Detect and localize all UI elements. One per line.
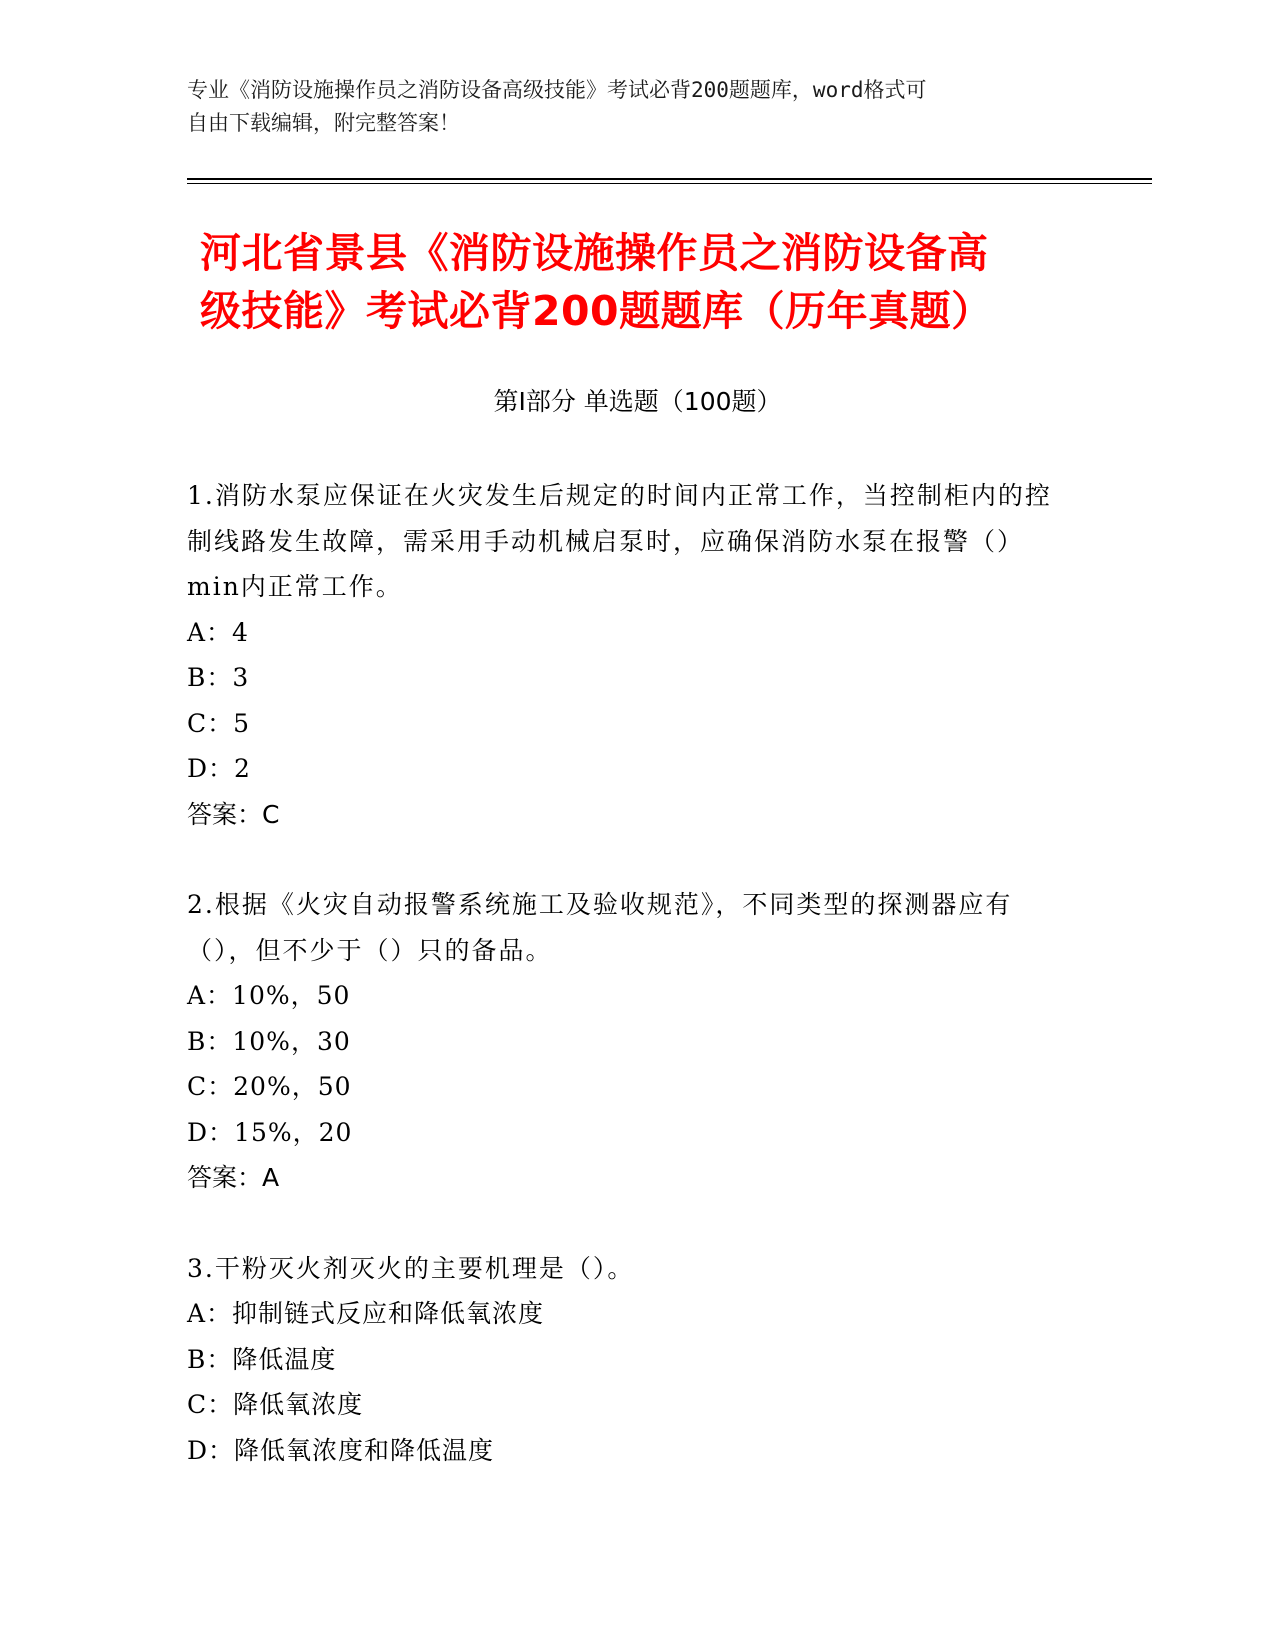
answer: 答案：A <box>187 1163 280 1192</box>
option-b: B：降低温度 <box>187 1344 337 1374</box>
option-d: D：15%，20 <box>187 1117 353 1147</box>
header-divider-thick <box>187 178 1152 180</box>
document-title-line-2: 级技能》考试必背200题题库（历年真题） <box>200 287 993 335</box>
header-note-line-1: 专业《消防设施操作员之消防设备高级技能》考试必背200题题库，word格式可 <box>187 78 927 102</box>
header-note <box>187 74 1067 140</box>
header-note-line-2: 自由下载编辑，附完整答案！ <box>187 111 460 135</box>
question-stem: 1.消防水泵应保证在火灾发生后规定的时间内正常工作，当控制柜内的控制线路发生故障，需采用手动机械启泵时，应确保消防水泵在报警（）min内正常工作。 <box>187 481 1052 601</box>
option-c: C：降低氧浓度 <box>187 1390 364 1419</box>
question-3 <box>187 1246 1067 1474</box>
question-stem: 3.干粉灭火剂灭火的主要机理是（）。 <box>187 1253 635 1283</box>
header-divider-thin <box>187 183 1152 184</box>
question-2 <box>187 882 1067 1201</box>
option-c: C：5 <box>187 708 251 738</box>
question-1 <box>187 473 1067 837</box>
question-stem: 2.根据《火灾自动报警系统施工及验收规范》，不同类型的探测器应有（），但不少于（）只的备品。 <box>187 890 1013 965</box>
option-a: A：抑制链式反应和降低氧浓度 <box>187 1299 545 1328</box>
section-title: 第Ⅰ部分 单选题（100题） <box>493 387 782 416</box>
document-title-line-1: 河北省景县《消防设施操作员之消防设备高 <box>200 229 989 277</box>
option-d: D：降低氧浓度和降低温度 <box>187 1435 495 1465</box>
option-a: A：4 <box>187 617 249 647</box>
option-a: A：10%，50 <box>187 981 351 1010</box>
option-d: D：2 <box>187 754 251 783</box>
answer: 答案：C <box>187 799 280 829</box>
document-title <box>200 224 1100 340</box>
option-b: B：3 <box>187 663 250 692</box>
option-b: B：10%，30 <box>187 1026 351 1056</box>
option-c: C：20%，50 <box>187 1072 352 1101</box>
question-list <box>187 473 1067 1518</box>
